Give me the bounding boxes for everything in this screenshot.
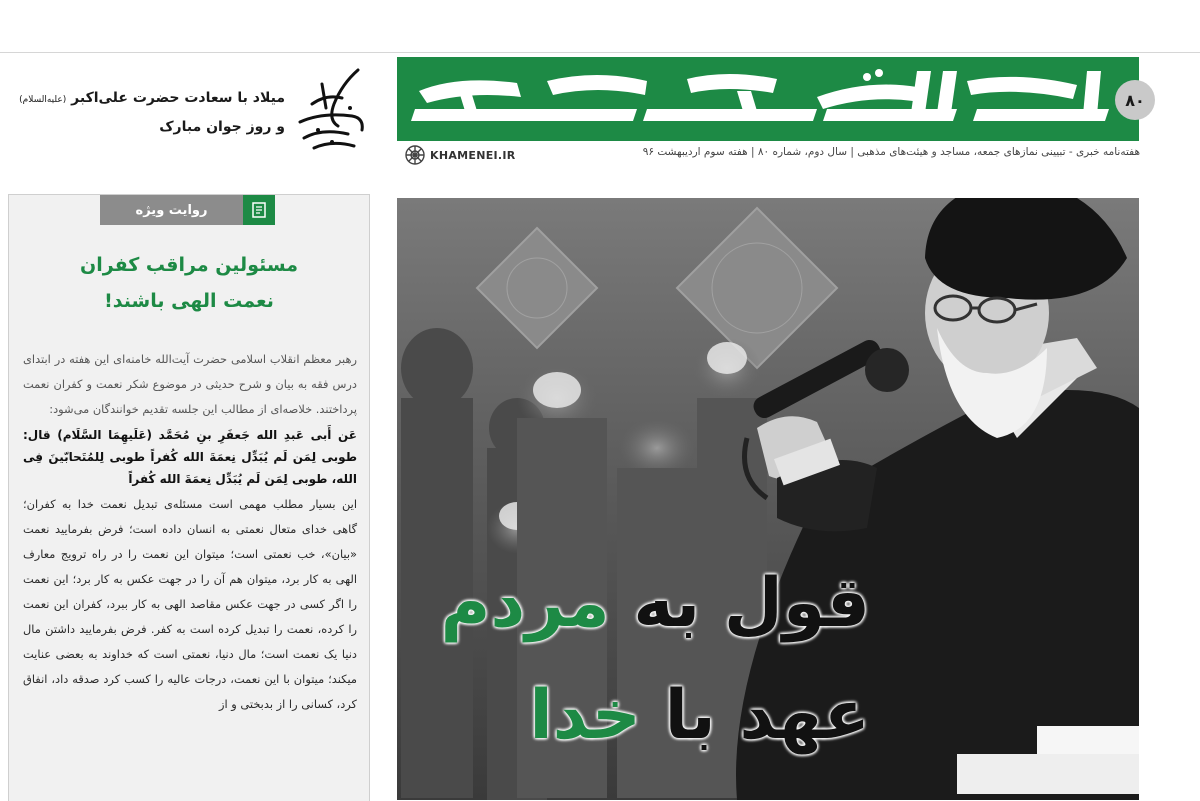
headline-line-1	[430, 548, 870, 660]
site-logo[interactable]	[404, 144, 516, 166]
headline-line-1-black: قول به	[633, 564, 870, 643]
calligraphy-emblem-icon	[292, 64, 372, 156]
article-paragraph: این بسیار مطلب مهمی است مسئله‌ی تبدیل نعمت خدا به کفران؛ گاهی خدای متعال نعمتی به انسان داده است؛ فرض بفرمایید نعمت «بیان»، خب نعمتی است؛ میتوان این نعمت را در راه ترویج معارف الهی به کار برد، میتوان هم آن را در جهت عکس به کار برد؛ این نعمت را اگر کسی در جهت عکس مقاصد الهی به کار ببرد، کفران این نعمت را کرده، نعمت را تبدیل کرده است به کفر. فرض بفرمایید داشتن مال دنیا یک نعمت است؛ مال دنیا، نعمتی است که خداوند به بعضی عنایت میکند؛ میتوان با این نعمت، درجات عالیه را کسب کرد صدقه داد، انفاق کرد، کسانی را از بدبختی و از	[23, 497, 357, 711]
masthead-banner	[397, 57, 1139, 141]
article-hadith: عَن أَبی عَبدِ الله جَعفَرِ بنِ مُحَمَّد (عَلَیهِمَا السَّلَام) قال: طوبی لِمَن لَم یُبَدِّل نِعمَةَ الله کُفراً طوبی لِلمُتَحابّینَ فِی الله، طوبی لِمَن لَم یُبَدِّل نِعمَةَ الله کُفراً	[23, 428, 357, 486]
section-tag-label: روایت ویژه	[100, 195, 243, 225]
sidebar-article	[8, 194, 370, 801]
khamenei-emblem-icon	[404, 144, 426, 166]
article-title	[19, 247, 359, 319]
birthday-line-1-text: میلاد با سعادت حضرت علی‌اکبر	[71, 90, 285, 106]
top-rule	[0, 52, 1200, 53]
issue-number-badge: ۸۰	[1115, 80, 1155, 120]
article-intro: رهبر معظم انقلاب اسلامی حضرت آیت‌الله خامنه‌ای این هفته در ابتدای درس فقه به بیان و شرح حدیثی در موضوع شکر نعمت و کفران نعمت پرداختند. خلاصه‌ای از مطالب این جلسه تقدیم خوانندگان می‌شود:	[23, 352, 357, 416]
headline-line-2-green: خدا	[529, 676, 641, 755]
headline-line-2	[430, 660, 870, 772]
masthead-logo	[397, 57, 1139, 141]
article-title-line-1: مسئولین مراقب کفران	[80, 254, 298, 276]
headline-line-2-black: عهد با	[664, 676, 870, 755]
birthday-honorific: (علیه‌السلام)	[19, 95, 67, 105]
site-logo-text: KHAMENEI.IR	[430, 148, 516, 162]
document-icon	[243, 195, 275, 225]
masthead-subline: هفته‌نامه خبری - تبیینی نمازهای جمعه، مساجد و هیئت‌های مذهبی | سال دوم، شماره ۸۰ | هفته سوم اردیبهشت ۹۶	[642, 146, 1140, 158]
headline-line-1-green: مردم	[440, 564, 610, 643]
cover-headline	[430, 548, 870, 772]
birthday-note	[15, 85, 285, 141]
article-title-line-2: نعمت الهی باشند!	[104, 290, 274, 312]
birthday-line-1	[15, 85, 285, 114]
section-tag	[100, 195, 275, 225]
article-body	[23, 347, 357, 717]
birthday-line-2: و روز جوان مبارک	[159, 119, 285, 135]
